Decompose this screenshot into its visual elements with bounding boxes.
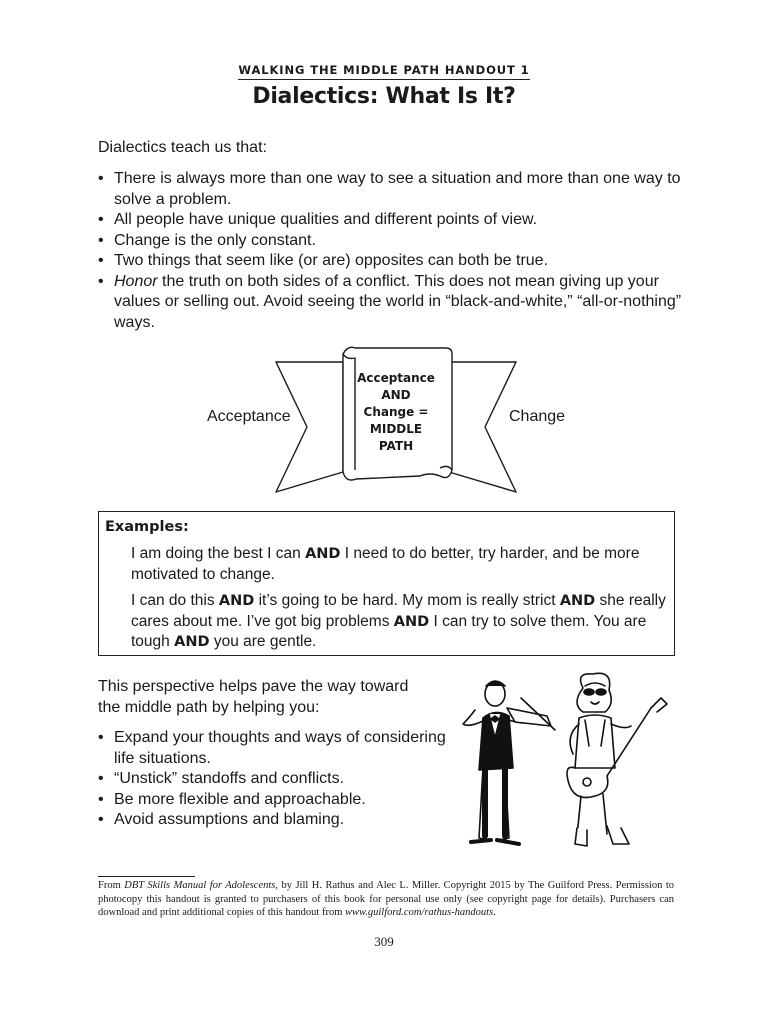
example-text: I can try to solve them. You are tough xyxy=(131,612,647,650)
list-item: • “Unstick” standoffs and conflicts. xyxy=(98,769,458,790)
example-item xyxy=(131,544,667,585)
change-label: Change xyxy=(509,408,566,425)
page-title: Dialectics: What Is It? xyxy=(252,84,516,109)
list-item xyxy=(98,272,688,334)
list-item-text: the truth on both sides of a conflict. This does not mean giving up your values or selling out. Avoid seeing the world in “black-and-white,” “all-or-nothing” ways. xyxy=(114,272,682,331)
list-item: • There is always more than one way to see a situation and more than one way to solve a problem. xyxy=(98,169,688,210)
emphasis-word: Honor xyxy=(114,272,158,290)
example-text: I am doing the best I can xyxy=(131,545,306,562)
perspective-text: This perspective helps pave the way toward the middle path by helping you: xyxy=(98,678,409,716)
banner-line: Change = xyxy=(363,405,429,419)
and-emphasis: AND xyxy=(393,613,430,630)
handout-label: WALKING THE MIDDLE PATH HANDOUT 1 xyxy=(238,63,529,80)
copyright-footnote xyxy=(98,879,674,920)
benefits-bullet-list xyxy=(98,728,458,831)
violinist-figure xyxy=(463,681,555,844)
example-text: she really cares about me. I’ve got big problems xyxy=(131,592,666,630)
list-item: • All people have unique qualities and different points of view. xyxy=(98,210,688,231)
example-text: I can do this xyxy=(131,592,219,609)
list-item: • Be more flexible and approachable. xyxy=(98,790,458,811)
footnote-prefix: From xyxy=(98,880,125,891)
guitarist-figure xyxy=(567,673,667,846)
book-title: DBT Skills Manual for Adolescents, xyxy=(124,880,279,891)
and-emphasis: AND xyxy=(218,593,255,609)
and-emphasis: AND xyxy=(559,593,596,609)
handout-label-container xyxy=(0,61,768,80)
examples-box xyxy=(98,511,675,656)
list-item: • Avoid assumptions and blaming. xyxy=(98,810,458,831)
footnote-suffix: . xyxy=(493,907,496,918)
footnote-body: by Jill H. Rathus and Alec L. Miller. Copyright 2015 by The Guilford Press. Permission to photocopy this handout is granted to purchasers of this book for personal use only (see copyright page for details). Purchasers can download and print additional copies of this handout from xyxy=(98,880,674,918)
banner-line: PATH xyxy=(378,439,414,453)
example-text: I need to do better, try harder, and be more motivated to change. xyxy=(131,545,640,583)
banner-line: AND xyxy=(381,388,411,402)
footnote-divider xyxy=(98,876,195,877)
examples-title: Examples: xyxy=(105,519,189,535)
left-ribbon-tail xyxy=(276,362,343,492)
list-item: • Change is the only constant. xyxy=(98,231,688,252)
example-item xyxy=(131,591,667,653)
example-text: you are gentle. xyxy=(209,633,317,650)
and-emphasis: AND xyxy=(305,546,341,562)
and-emphasis: AND xyxy=(174,634,210,650)
list-item: • Two things that seem like (or are) opposites can both be true. xyxy=(98,251,688,272)
banner-text xyxy=(344,370,448,455)
right-ribbon-tail xyxy=(449,362,516,492)
acceptance-label: Acceptance xyxy=(207,408,291,425)
banner-line: MIDDLE xyxy=(369,422,423,436)
banner-line: Acceptance xyxy=(357,371,435,385)
list-item: • Expand your thoughts and ways of considering life situations. xyxy=(98,728,458,769)
handout-url: www.guilford.com/rathus-handouts xyxy=(345,907,494,918)
page-number: 309 xyxy=(374,934,394,949)
example-text: it’s going to be hard. My mom is really strict xyxy=(254,592,560,609)
dialectics-bullet-list xyxy=(98,169,688,333)
intro-text: Dialectics teach us that: xyxy=(98,139,267,156)
violinist-and-guitarist-illustration xyxy=(455,668,675,863)
